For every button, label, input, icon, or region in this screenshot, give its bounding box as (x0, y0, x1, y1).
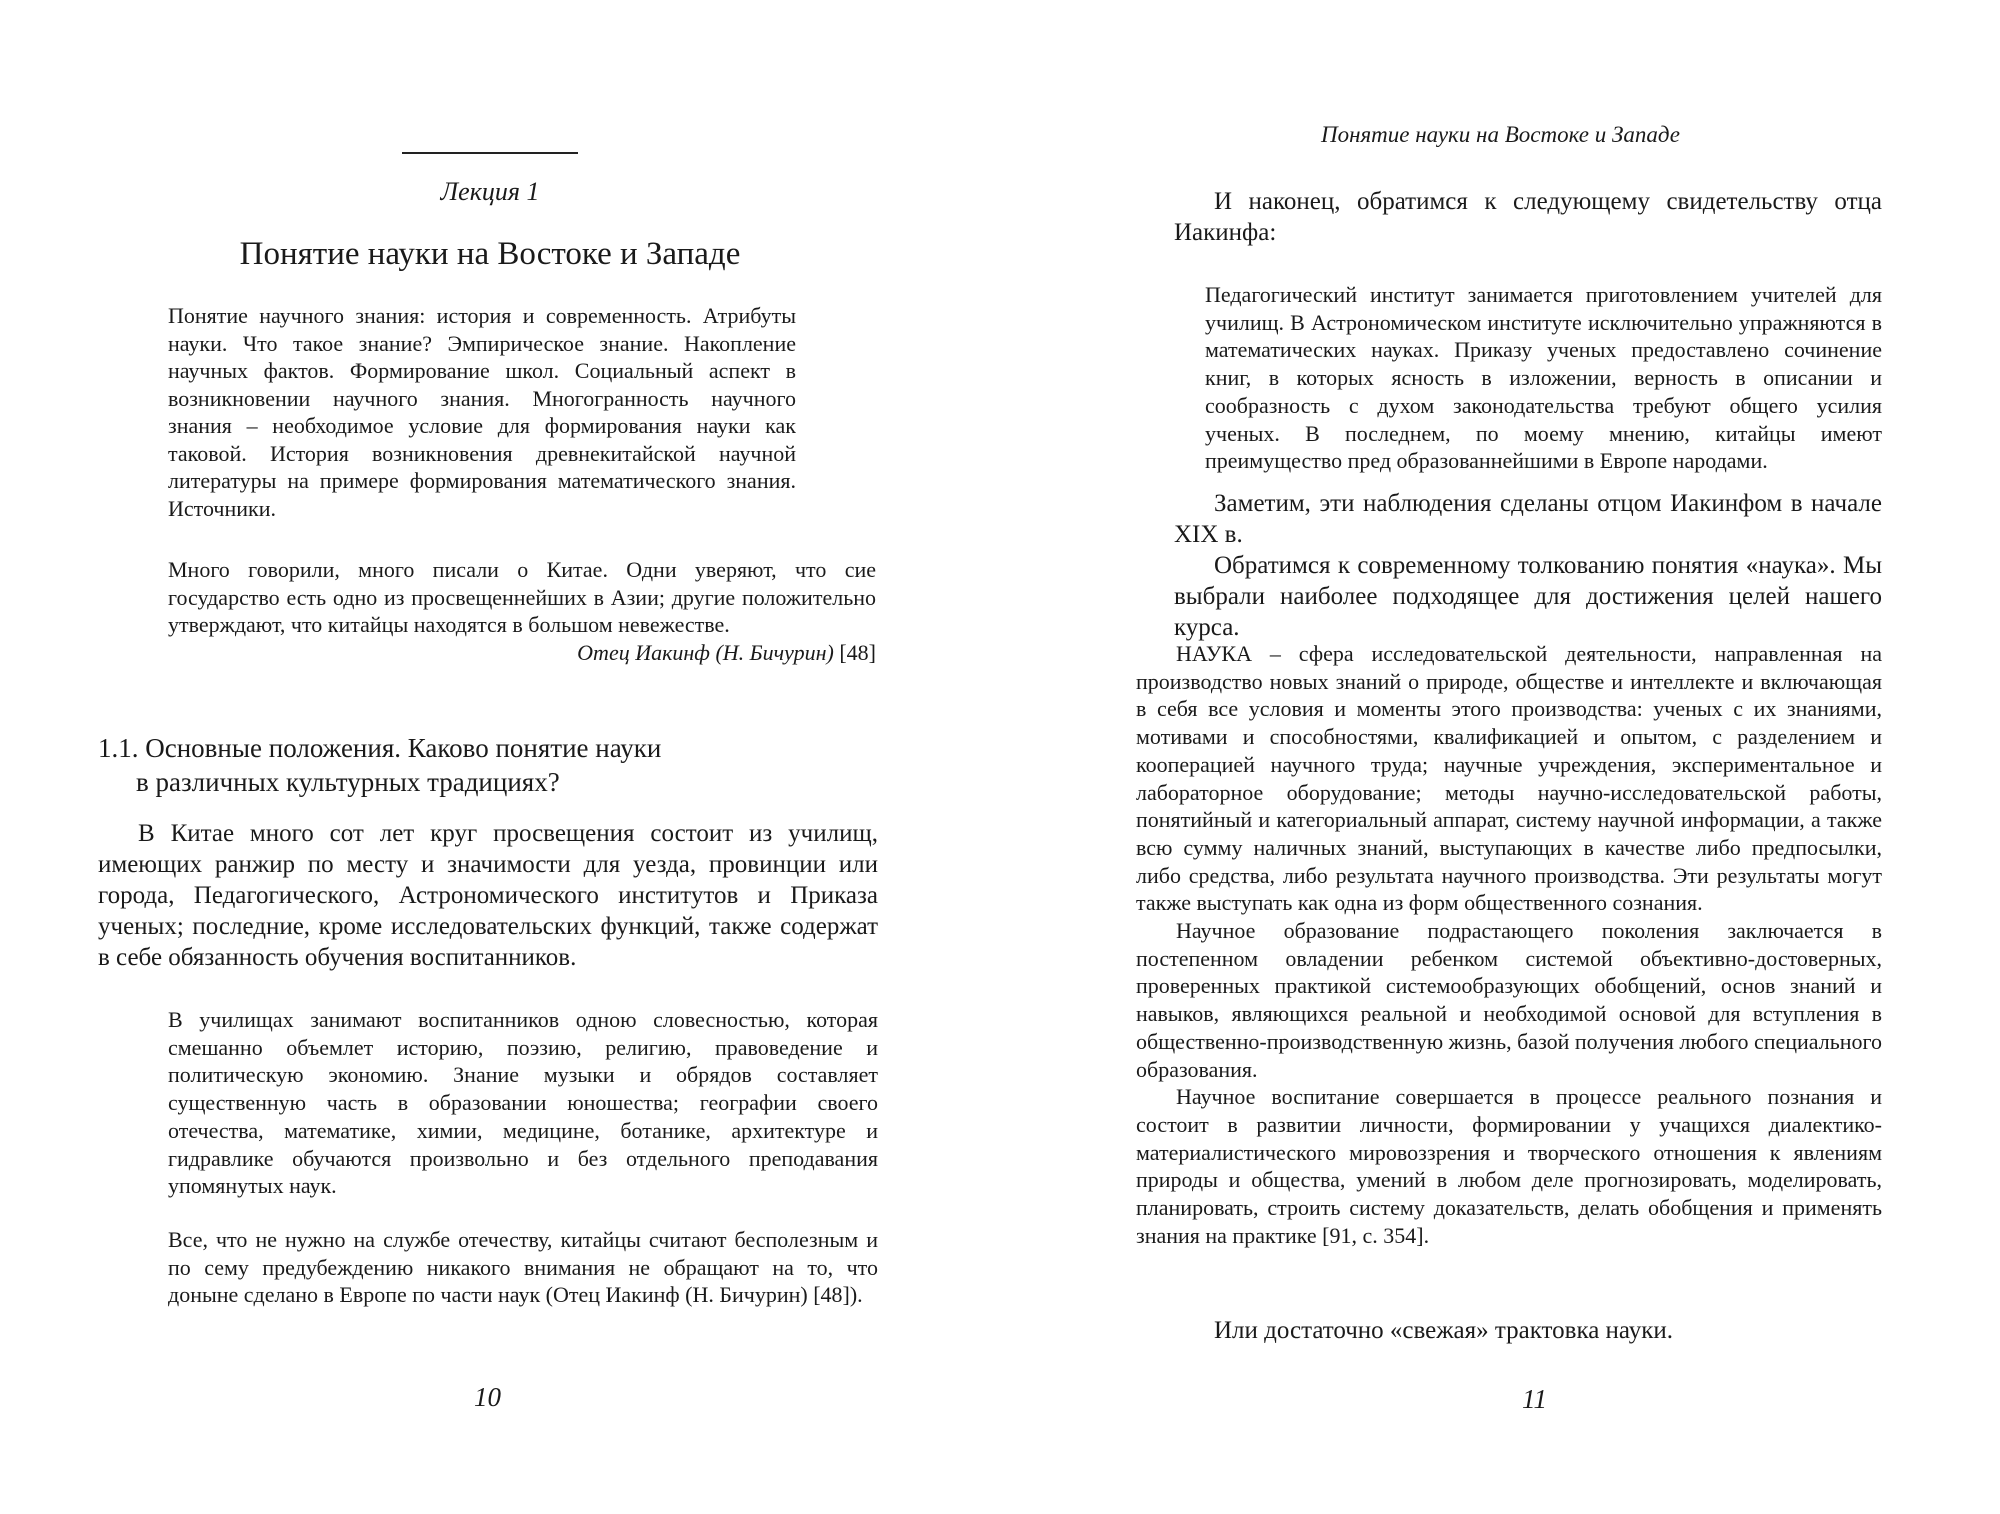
paragraph-china-education: В Китае много сот лет круг просвещения состоит из училищ, имеющих ранжир по месту и значимости для уезда, провинции или города, Педагогического, Астрономического институтов и Приказа ученых; последние, кроме исследовательских функций, также содержат в себе обязанность обучения воспитанников. (98, 820, 878, 971)
remark-modern-interpretation: Обратимся к современному толкованию понятия «наука». Мы выбрали наиболее подходящее для достижения целей нашего курса. (1174, 552, 1882, 641)
definition-scientific-upbringing: Научное воспитание совершается в процессе реального познания и состоит в развитии личности, формировании у учащихся диалектико-материалистического мировоззрения и творческого отношения к явлениям природы и общества, умений в любом деле прогнозировать, моделировать, планировать, строить систему доказательств, делать обобщения и применять знания на практике [91, с. 354]. (1136, 1084, 1882, 1248)
epigraph-author: Отец Иакинф (577, 639, 710, 665)
remark-nineteenth-century: Заметим, эти наблюдения сделаны отцом Иакинфом в начале XIX в. (1174, 490, 1882, 548)
page-number-right: 11 (1522, 1384, 1547, 1414)
lecture-label: Лекция 1 (440, 177, 540, 206)
paragraph-intro: И наконец, обратимся к следующему свидетельству отца Иакинфа: (1174, 188, 1882, 246)
definition-scientific-education: Научное образование подрастающего поколения заключается в постепенном овладении ребенком системой объективно-достоверных, проверенных практикой системообразующих обобщений, основ знаний и навыков, являющихся реальной и необходимой основой для вступления в общественно-производственную жизнь, базой получения любого специального образования. (1136, 918, 1883, 1082)
title-rule (402, 152, 578, 154)
epigraph (168, 556, 876, 666)
section-heading-line-1: 1.1. Основные положения. Каково понятие науки (98, 733, 662, 763)
quote-institutes: Педагогический институт занимается приготовлением учителей для училищ. В Астрономическом институте исключительно упражняются в математических науках. Приказу ученых предоставлено сочинение книг, в которых ясность в изложении, верность в описании и сообразность с духом законодательства требуют общего усилия ученых. В последнем, по моему мнению, китайцы имеют преимущество пред образованнейшими в Европе народами. (1205, 282, 1882, 474)
page-number-left: 10 (474, 1382, 501, 1412)
running-header: Понятие науки на Востоке и Западе (1320, 122, 1680, 147)
epigraph-source (168, 639, 876, 667)
remarks (1174, 488, 1882, 643)
definition-science: НАУКА – сфера исследовательской деятельности, направленная на производство новых знаний о природе, обществе и интеллекте и включающая в себя все условия и моменты этого производства: ученых с их знаниями, мотивами и способностями, квалификацией и опытом, с разделением и кооперацией научного труда; научные учреждения, экспериментальное и лабораторное оборудование; методы научно-исследовательской работы, понятийный и категориальный аппарат, систему научной информации, а также всю сумму наличных знаний, выступающих в качестве либо предпосылки, либо средства, либо результата научного производства. Эти результаты могут также выступать как одна из форм общественного сознания. (1136, 641, 1882, 916)
epigraph-text: Много говорили, много писали о Китае. Одни уверяют, что сие государство есть одно из просвещеннейших в Азии; другие положительно утверждают, что китайцы находятся в большом невежестве. (168, 557, 876, 637)
section-heading (98, 731, 798, 799)
quote-schools: В училищах занимают воспитанников одною словесностью, которая смешанно объемлет историю, поэзию, религию, правоведение и политическую экономию. Знание музыки и обрядов составляет существенную часть в образовании юношества; географии своего отечества, математике, химии, медицине, ботанике, архитектуре и гидравлике обучаются произвольно и без отдельного преподавания упомянутых наук. (168, 1007, 878, 1199)
epigraph-reference: [48] (839, 639, 876, 665)
quote-useless-knowledge: Все, что не нужно на службе отечеству, китайцы считают бесполезным и по сему предубеждению никакого внимания не обращают на то, что доныне сделано в Европе по части наук (Отец Иакинф (Н. Бичурин) [48]). (168, 1227, 878, 1308)
section-heading-line-2: в различных культурных традициях? (136, 767, 560, 797)
chapter-title: Понятие науки на Востоке и Западе (239, 236, 741, 272)
chapter-abstract: Понятие научного знания: история и современность. Атрибуты науки. Что такое знание? Эмпирическое знание. Накопление научных фактов. Формирование школ. Социальный аспект в возникновении научного знания. Многогранность научного знания – необходимое условие для формирования науки как таковой. История возникновения древнекитайской научной литературы на примере формирования математического знания. Источники. (168, 303, 796, 521)
quote-science-definition (1136, 640, 1882, 1249)
epigraph-author-note: (Н. Бичурин) (715, 639, 834, 665)
paragraph-fresh-interpretation: Или достаточно «свежая» трактовка науки. (1214, 1317, 1674, 1344)
right-page (1000, 0, 2000, 1514)
